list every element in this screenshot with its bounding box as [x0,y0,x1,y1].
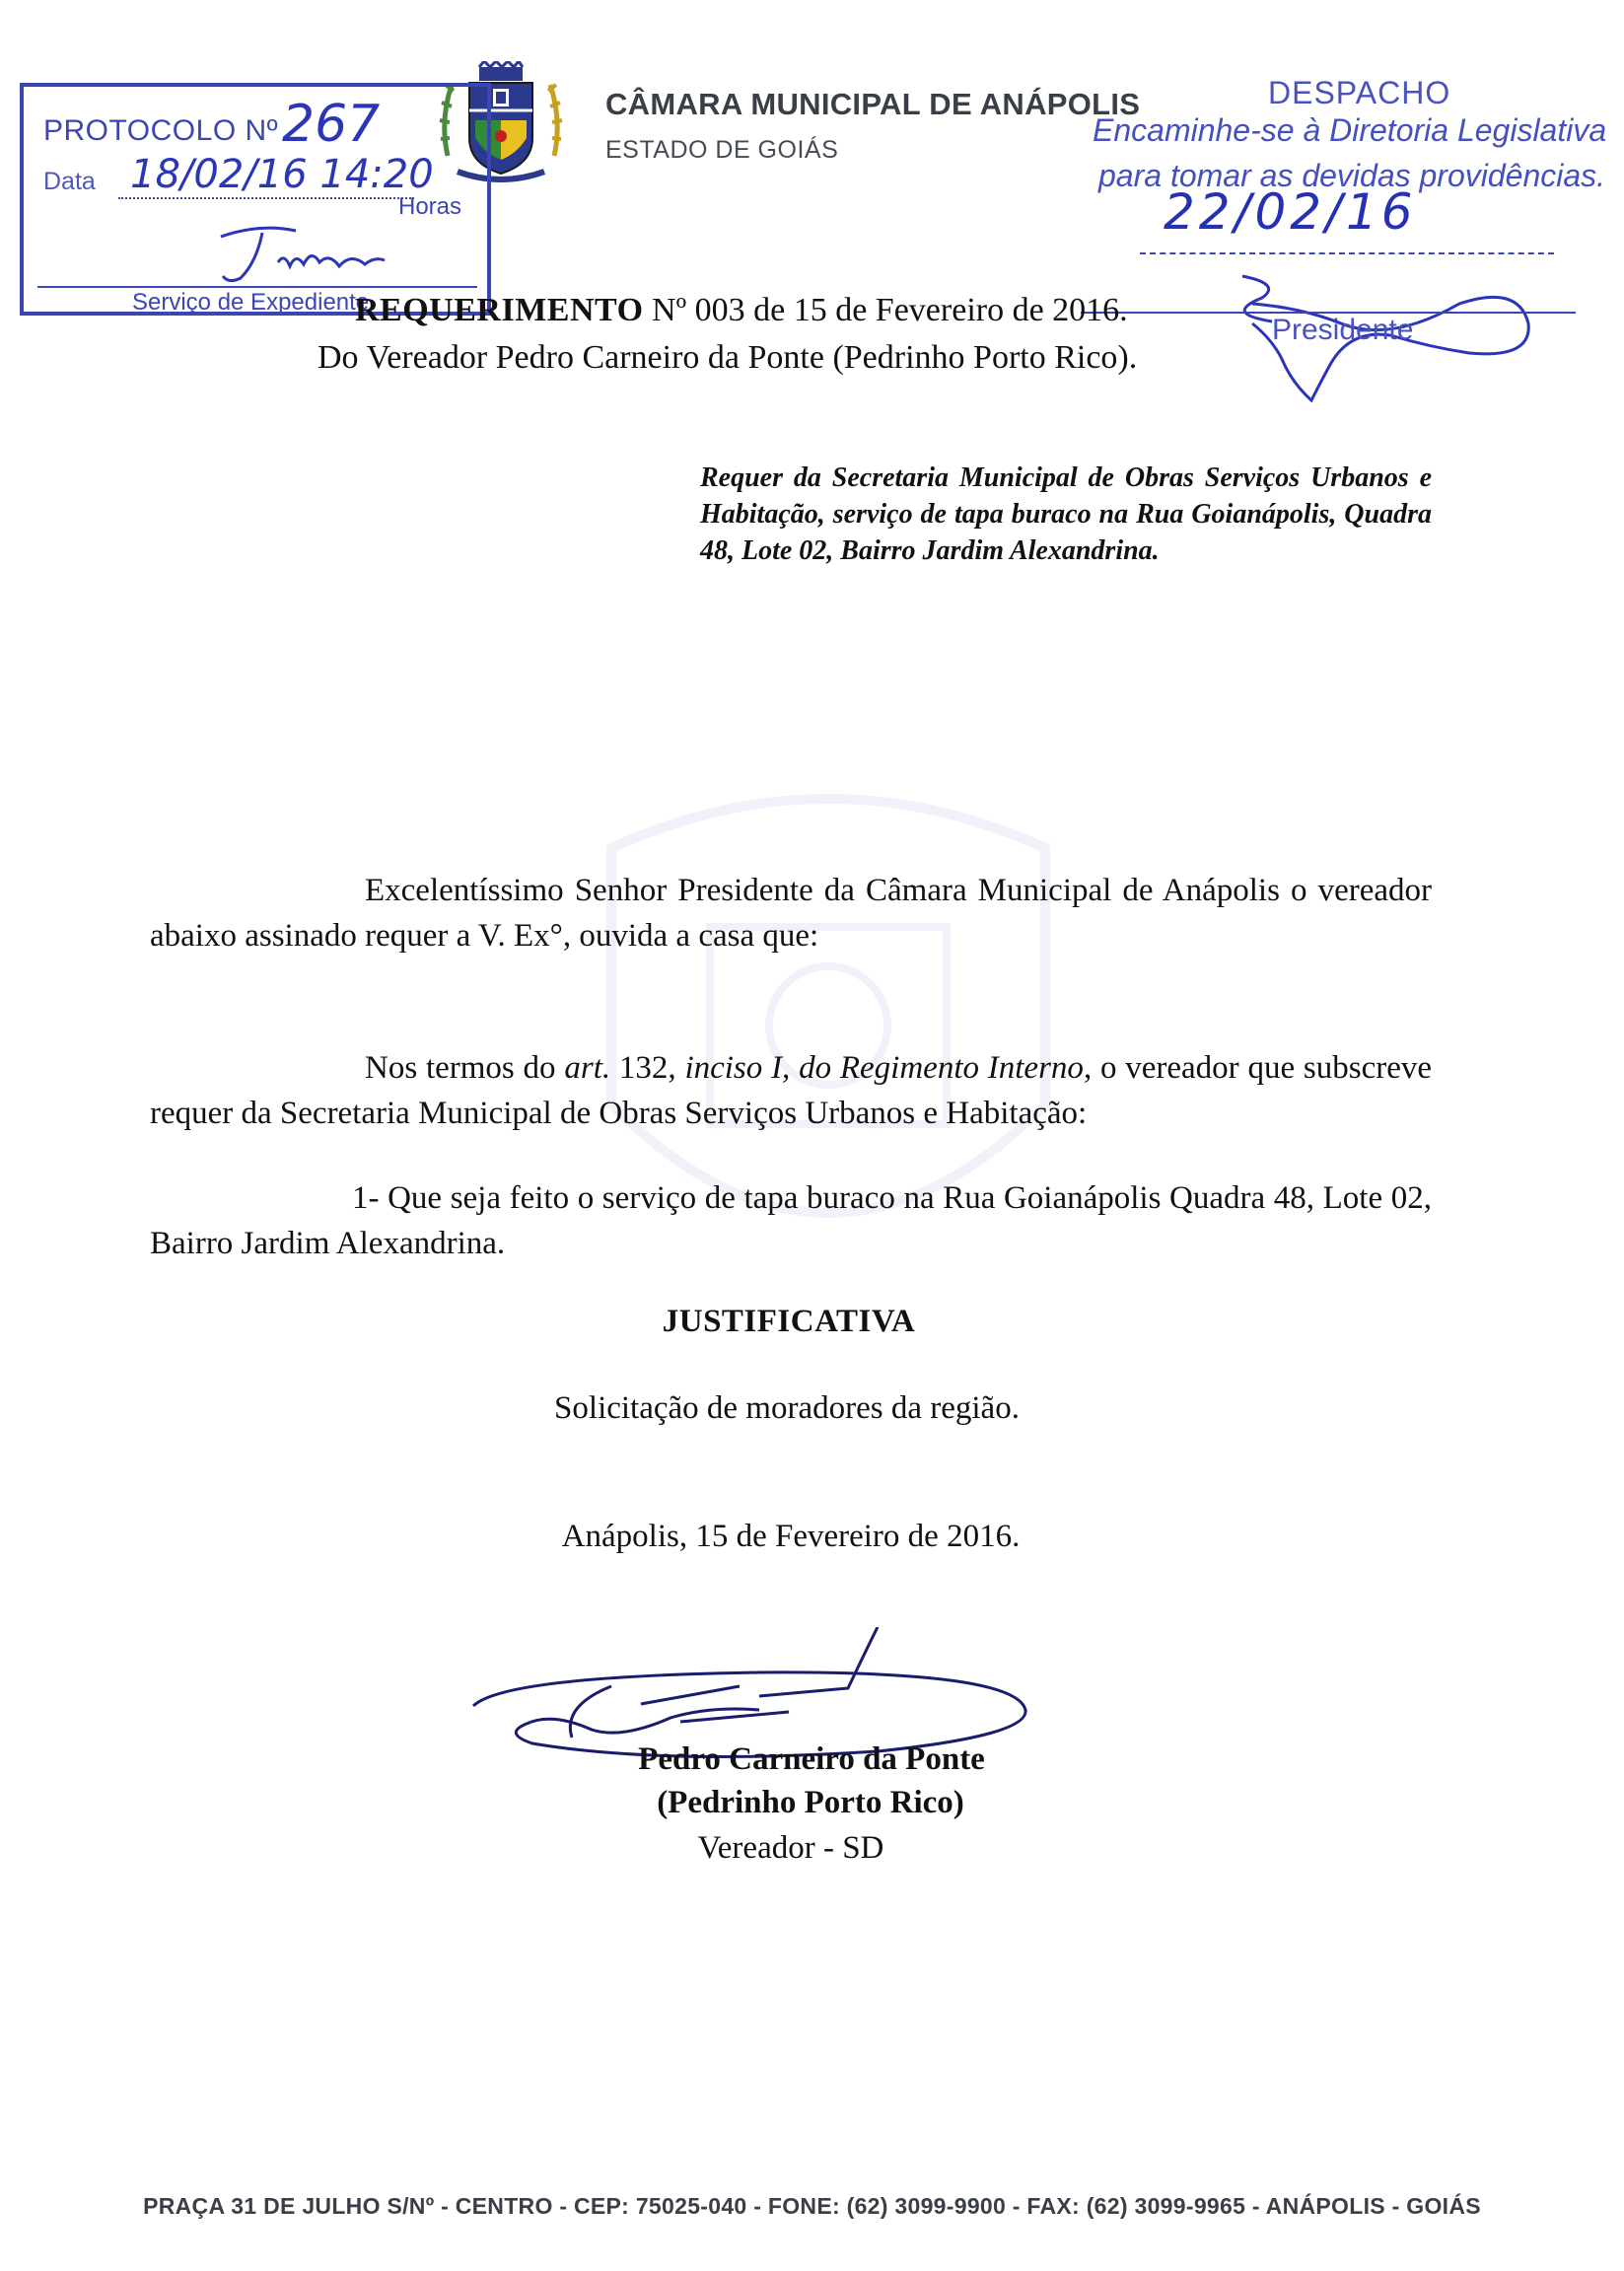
institution-name: CÂMARA MUNICIPAL DE ANÁPOLIS [605,87,1141,121]
protocol-hours-label: Horas [398,193,462,220]
paragraph-legal-basis [150,1045,1432,1136]
para2-italic-regimento: inciso I, do Regimento Interno [684,1050,1084,1086]
signatory-role: Vereador - SD [697,1830,884,1866]
protocol-number: 267 [282,95,381,154]
document-summary: Requer da Secretaria Municipal de Obras Serviços Urbanos e Habitação, serviço de tapa buraco na Rua Goianápolis, Quadra 48, Lote 02, Bairro Jardim Alexandrina. [700,462,1432,566]
paragraph-salutation: Excelentíssimo Senhor Presidente da Câmara Municipal de Anápolis o vereador abaixo assinado requer a V. Ex°, ouvida a casa que: [150,873,1432,954]
request-item-1: 1- Que seja feito o serviço de tapa buraco na Rua Goianápolis Quadra 48, Lote 02, Bairro Jardim Alexandrina. [150,1180,1432,1261]
document-title-bold: REQUERIMENTO [355,292,644,328]
despacho-line-1: Encaminhe-se à Diretoria Legislativa [1093,112,1607,148]
protocol-stamp [20,83,491,316]
justification-text: Solicitação de moradores da região. [554,1390,1020,1426]
protocol-date-value: 18/02/16 14:20 [130,152,434,197]
para2-text-c: , o vereador que subscreve requer da Secretaria Municipal de Obras Serviços Urbanos e Habitação: [150,1050,1433,1131]
place-and-date: Anápolis, 15 de Fevereiro de 2016. [561,1519,1021,1554]
protocol-date-line [118,197,414,199]
despacho-line-2: para tomar as devidas providências. [1098,158,1606,193]
signatory-alias: (Pedrinho Porto Rico) [657,1785,964,1820]
document-title [355,292,1128,329]
para2-text-b: 132, [610,1050,685,1086]
document-title-rest: Nº 003 de 15 de Fevereiro de 2016. [643,292,1128,328]
para2-italic-art: art. [564,1050,611,1086]
protocol-label: PROTOCOLO Nº [43,114,279,147]
despacho-date-line [1140,252,1554,254]
protocol-date-label: Data [43,168,96,195]
para2-text-a: Nos termos do [365,1050,565,1086]
signatory-name: Pedro Carneiro da Ponte [638,1741,985,1777]
protocol-separator [37,286,477,288]
protocol-signature [201,223,408,288]
despacho-title: DESPACHO [1268,75,1451,110]
protocol-footer: Serviço de Expediente [132,289,370,316]
state-name: ESTADO DE GOIÁS [605,136,839,164]
document-author-line: Do Vereador Pedro Carneiro da Ponte (Pedrinho Porto Rico). [318,339,1138,376]
justification-heading: JUSTIFICATIVA [662,1304,916,1339]
footer-address: PRAÇA 31 DE JULHO S/Nº - CENTRO - CEP: 75025-040 - FONE: (62) 3099-9900 - FAX: (62) 3099-9965 - ANÁPOLIS - GOIÁS [143,2193,1481,2219]
despacho-signer: Presidente [1272,314,1414,346]
despacho-date: 22/02/16 [1164,183,1417,241]
